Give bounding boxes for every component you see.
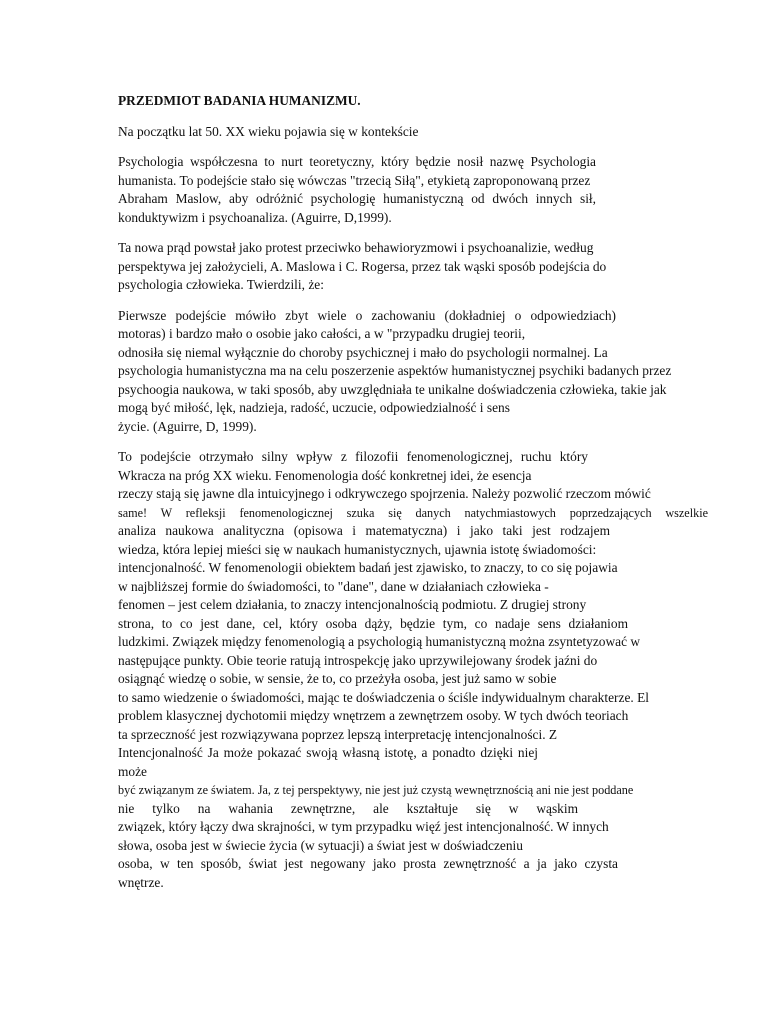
text-line: To podejście otrzymało silny wpływ z filozofii fenomenologicznej, ruchu który xyxy=(118,449,588,464)
text-line: ta sprzeczność jest rozwiązywana poprzez lepszą interpretację intencjonalności. Z xyxy=(118,726,558,742)
text-line: rzeczy stają się jawne dla intuicyjnego i odkrywczego spojrzenia. Należy pozwolić rzeczom mówić xyxy=(118,486,651,501)
text-line: motoras) i bardzo mało o osobie jako całości, a w "przypadku drugiej teorii, xyxy=(118,326,526,341)
text-line: w najbliższej formie do świadomości, to "dane", dane w działaniach człowieka - xyxy=(118,578,549,594)
text-line: Abraham Maslow, aby odróżnić psychologię humanistyczną od dwóch innych sił, xyxy=(118,191,596,206)
text-line: związek, który łączy dwa skrajności, w tym przypadku więź jest intencjonalność. W innych xyxy=(118,819,609,834)
text-line: psychologia człowieka. Twierdzili, że: xyxy=(118,277,324,292)
text-line: odnosiła się niemal wyłącznie do choroby psychicznej i mało do psychologii normalnej. La xyxy=(118,344,608,360)
text-line: osiągnąć wiedzę o sobie, w sensie, że to, co przeżyła osoba, jest już samo w sobie xyxy=(118,671,557,686)
paragraph-3 xyxy=(118,307,708,437)
text-line: Psychologia współczesna to nurt teoretyczny, który będzie nosił nazwę Psychologia xyxy=(118,154,596,169)
text-line: strona, to co jest dane, cel, który osoba dąży, będzie tym, co nadaje sens działaniom xyxy=(118,615,628,631)
paragraph-4 xyxy=(118,448,708,892)
text-line: perspektywa jej założycieli, A. Maslowa i C. Rogersa, przez tak wąski sposób podejścia do xyxy=(118,258,607,274)
text-line: mogą być miłość, lęk, nadzieja, radość, uczucie, odpowiedzialność i sens xyxy=(118,400,510,415)
text-line: humanista. To podejście stało się wówczas "trzecią Siłą", etykietą zaproponowaną przez xyxy=(118,172,591,188)
text-line: problem klasycznej dychotomii między wnętrzem a zewnętrzem osoby. W tych dwóch teoriach xyxy=(118,708,629,723)
paragraph-1 xyxy=(118,153,708,227)
document-body xyxy=(118,92,708,904)
text-line: ludzkimi. Związek między fenomenologią a psychologią humanistyczną można zsyntetyzować w xyxy=(118,634,641,649)
text-line: Ta nowa prąd powstał jako protest przeciwko behawioryzmowi i psychoanalizie, według xyxy=(118,240,594,255)
text-line: same! W refleksji fenomenologicznej szuka się danych natychmiastowych poprzedzających wszelkie xyxy=(118,505,708,520)
text-line: słowa, osoba jest w świecie życia (w sytuacji) a świat jest w doświadczeniu xyxy=(118,837,523,853)
text-line: psychologia humanistyczna ma na celu poszerzenie aspektów humanistycznej psychiki badanych przez xyxy=(118,363,672,378)
document-title: PRZEDMIOT BADANIA HUMANIZMU. xyxy=(118,93,361,108)
text-line: konduktywizm i psychoanaliza. (Aguirre, D,1999). xyxy=(118,209,392,225)
text-line: być związanym ze światem. Ja, z tej perspektywy, nie jest już czystą wewnętrznością ani nie jest poddane xyxy=(118,783,634,797)
text-line: życie. (Aguirre, D, 1999). xyxy=(118,418,257,434)
text-line: fenomen – jest celem działania, to znaczy intencjonalnością podmiotu. Z drugiej strony xyxy=(118,597,587,612)
paragraph-2 xyxy=(118,239,708,295)
text-line: Pierwsze podejście mówiło zbyt wiele o zachowaniu (dokładniej o odpowiedziach) xyxy=(118,307,616,323)
text-line: analiza naukowa analityczna (opisowa i matematyczna) i jako taki jest rodzajem xyxy=(118,523,610,538)
text-line: to samo wiedzenie o świadomości, mając te doświadczenia o ściśle indywidualnym charakterze. El xyxy=(118,689,649,705)
intro-line: Na początku lat 50. XX wieku pojawia się w kontekście xyxy=(118,123,419,139)
text-line: intencjonalność. W fenomenologii obiektem badań jest zjawisko, to znaczy, to co się pojawia xyxy=(118,560,618,575)
text-line: osoba, w ten sposób, świat jest negowany jako prosta zewnętrzność a ja jako czysta xyxy=(118,856,618,871)
text-line: wnętrze. xyxy=(118,874,164,890)
text-line: następujące punkty. Obie teorie ratują introspekcję jako uprzywilejowany środek jaźni do xyxy=(118,652,598,668)
text-line: wiedza, która lepiej mieści się w naukach humanistycznych, ujawnia istotę świadomości: xyxy=(118,541,597,557)
text-line: Intencjonalność Ja może pokazać swoją własną istotę, a ponadto dzięki niej może xyxy=(118,745,538,779)
text-line: psychoogia naukowa, w taki sposób, aby uwzględniała te unikalne doświadczenia człowieka, takie jak xyxy=(118,381,667,397)
text-line: nie tylko na wahania zewnętrzne, ale kształtuje się w wąskim xyxy=(118,800,578,816)
text-line: Wkracza na próg XX wieku. Fenomenologia dość konkretnej idei, że esencja xyxy=(118,467,532,483)
